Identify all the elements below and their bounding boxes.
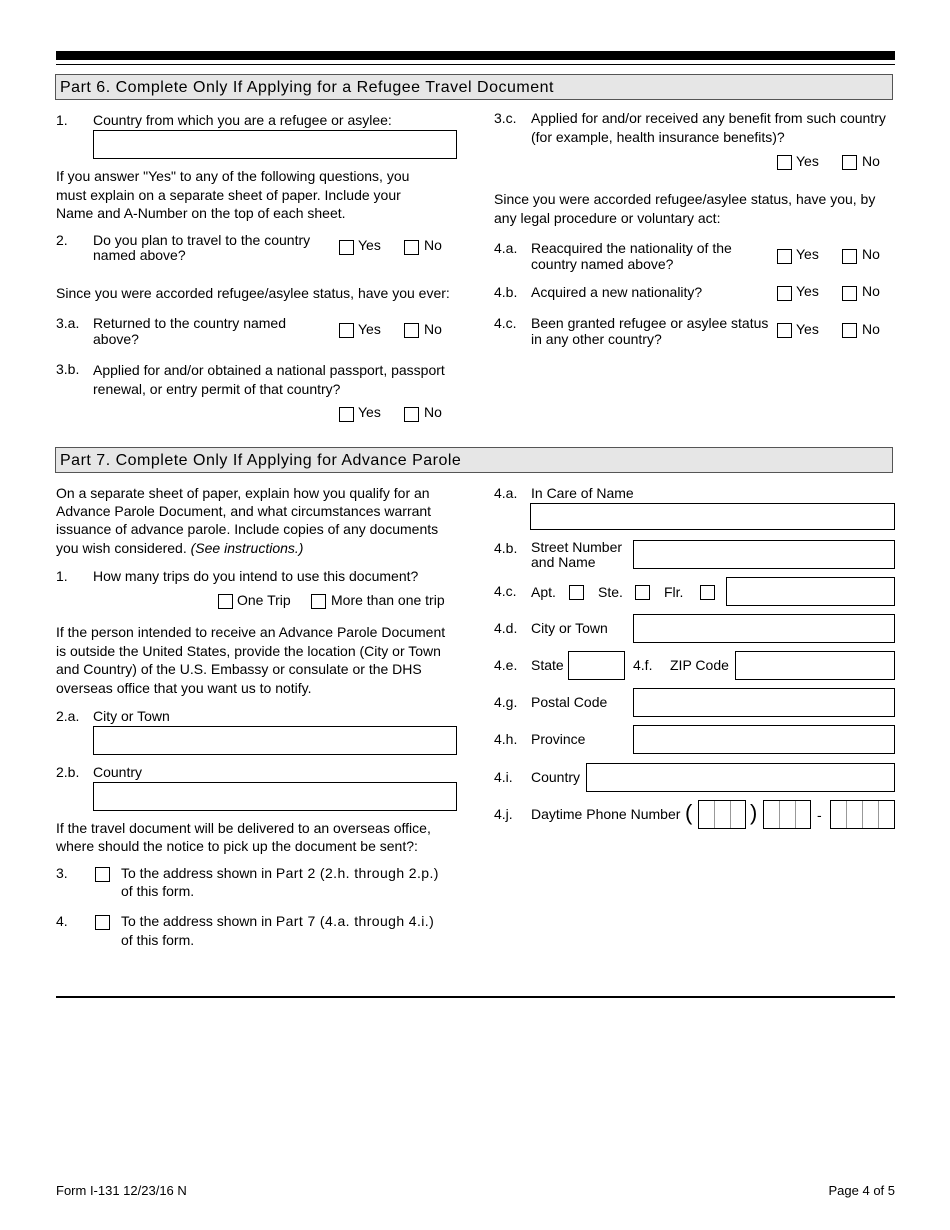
part6-header: Part 6. Complete Only If Applying for a Refugee Travel Document <box>55 74 893 100</box>
bottom-rule <box>56 996 895 998</box>
intro-line-1: On a separate sheet of paper, explain how you qualify for an <box>56 485 430 501</box>
instruction-line-1: If you answer "Yes" to any of the following questions, you <box>56 168 410 184</box>
form-id: Form I-131 12/23/16 N <box>56 1183 187 1198</box>
embassy-city-input[interactable] <box>93 726 457 755</box>
address-part2-text: To the address shown in <box>121 865 276 881</box>
more-trips-label: More than one trip <box>331 592 445 608</box>
one-trip-label: One Trip <box>237 592 291 608</box>
apt-number-input[interactable] <box>726 577 895 606</box>
apt-checkbox[interactable] <box>569 585 584 600</box>
q4h-label: Province <box>531 731 586 747</box>
q2b-number: 2.b. <box>56 764 80 780</box>
q4a-p6-yes-label: Yes <box>796 246 819 262</box>
address-part7-checkbox[interactable] <box>95 915 110 930</box>
q4c-p6-number: 4.c. <box>494 315 517 331</box>
city-town-input[interactable] <box>633 614 895 643</box>
outside-line-4: overseas office that you want us to notify. <box>56 680 312 696</box>
q3a-number: 3.a. <box>56 315 80 331</box>
p7-q1-number: 1. <box>56 568 68 584</box>
q3b-label-line-1: Applied for and/or obtained a national passport, passport <box>93 362 445 378</box>
flr-label: Flr. <box>664 584 684 600</box>
q4a-p6-yes-checkbox[interactable] <box>777 249 792 264</box>
q2-yes-label: Yes <box>358 237 381 253</box>
q4b-label-line-2: and Name <box>531 554 596 570</box>
q3a-no-label: No <box>424 321 442 337</box>
address-part2-line-2: of this form. <box>121 883 195 899</box>
phone-dash: - <box>817 807 822 823</box>
phone-open-paren: ( <box>685 800 693 825</box>
flr-checkbox[interactable] <box>700 585 715 600</box>
refugee-country-input[interactable] <box>93 130 457 159</box>
outside-line-1: If the person intended to receive an Advance Parole Document <box>56 624 446 640</box>
since-legal-line-1: Since you were accorded refugee/asylee status, have you, by <box>494 191 876 207</box>
q4a-p6-no-label: No <box>862 246 880 262</box>
see-instructions: (See instructions.) <box>190 540 304 556</box>
q1-number: 1. <box>56 112 68 128</box>
address-part2-checkbox[interactable] <box>95 867 110 882</box>
instruction-line-2: must explain on a separate sheet of paper. Include your <box>56 187 401 203</box>
in-care-of-name-input[interactable] <box>530 503 895 530</box>
address-part7-line-1 <box>121 912 434 930</box>
digit-divider <box>878 801 879 828</box>
province-input[interactable] <box>633 725 895 754</box>
q3c-label-line-1: Applied for and/or received any benefit from such country <box>531 110 886 126</box>
q3b-yes-label: Yes <box>358 404 381 420</box>
q3a-yes-label: Yes <box>358 321 381 337</box>
q2-label-line-2: named above? <box>93 247 186 263</box>
ste-label: Ste. <box>598 584 623 600</box>
q4j-label: Daytime Phone Number <box>531 806 681 822</box>
q2a-label: City or Town <box>93 708 170 724</box>
p7-q3-number: 3. <box>56 865 68 881</box>
q4f-number: 4.f. <box>633 657 653 673</box>
q4f-label: ZIP Code <box>670 657 729 673</box>
deliver-line-2: where should the notice to pick up the document be sent?: <box>56 838 418 854</box>
p7-q1-label: How many trips do you intend to use this document? <box>93 568 419 584</box>
q3c-no-label: No <box>862 153 880 169</box>
q3c-number: 3.c. <box>494 110 517 126</box>
q4c-p6-yes-checkbox[interactable] <box>777 323 792 338</box>
one-trip-checkbox[interactable] <box>218 594 233 609</box>
address-part7-ref: Part 7 (4.a. through 4.i.) <box>275 913 435 929</box>
q3a-label-line-1: Returned to the country named <box>93 315 287 331</box>
q4c-number: 4.c. <box>494 583 517 599</box>
q3b-no-checkbox[interactable] <box>404 407 419 422</box>
address-part2-line-1 <box>121 864 439 882</box>
q4a-number: 4.a. <box>494 485 518 501</box>
q4g-label: Postal Code <box>531 694 608 710</box>
since-ever-text: Since you were accorded refugee/asylee status, have you ever: <box>56 285 450 301</box>
q2b-label: Country <box>93 764 143 780</box>
q3c-label-line-2: (for example, health insurance benefits)? <box>531 129 785 145</box>
q4c-p6-label-line-1: Been granted refugee or asylee status <box>531 315 769 331</box>
q2a-number: 2.a. <box>56 708 80 724</box>
intro-line-4-text: you wish considered. <box>56 540 187 556</box>
q3c-yes-label: Yes <box>796 153 819 169</box>
address-part2-ref: Part 2 (2.h. through 2.p.) <box>275 865 439 881</box>
q2-no-label: No <box>424 237 442 253</box>
q2-number: 2. <box>56 232 68 248</box>
digit-divider <box>862 801 863 828</box>
q4a-p6-label-line-1: Reacquired the nationality of the <box>531 240 732 256</box>
q3a-no-checkbox[interactable] <box>404 323 419 338</box>
q4b-p6-no-checkbox[interactable] <box>842 286 857 301</box>
q2-label-line-1: Do you plan to travel to the country <box>93 232 311 248</box>
q1-label: Country from which you are a refugee or asylee: <box>93 112 392 128</box>
q4a-p6-no-checkbox[interactable] <box>842 249 857 264</box>
state-select[interactable] <box>568 651 625 680</box>
q4b-p6-no-label: No <box>862 283 880 299</box>
q4a-p6-label-line-2: country named above? <box>531 256 674 272</box>
digit-divider <box>730 801 731 828</box>
address-part7-text: To the address shown in <box>121 913 276 929</box>
since-legal-line-2: any legal procedure or voluntary act: <box>494 210 721 226</box>
postal-code-input[interactable] <box>633 688 895 717</box>
apt-label: Apt. <box>531 584 556 600</box>
q3b-yes-checkbox[interactable] <box>339 407 354 422</box>
deliver-line-1: If the travel document will be delivered to an overseas office, <box>56 820 431 836</box>
street-number-name-input[interactable] <box>633 540 895 569</box>
part7-header: Part 7. Complete Only If Applying for Advance Parole <box>55 447 893 473</box>
intro-line-4 <box>56 539 303 557</box>
q3a-label-line-2: above? <box>93 331 139 347</box>
q3b-label-line-2: renewal, or entry permit of that country? <box>93 381 341 397</box>
outside-line-2: is outside the United States, provide the location (City or Town <box>56 643 441 659</box>
q3c-no-checkbox[interactable] <box>842 155 857 170</box>
top-rule-thin <box>56 64 895 65</box>
q4c-p6-label-line-2: in any other country? <box>531 331 662 347</box>
q4a-p6-number: 4.a. <box>494 240 518 256</box>
q4b-label-line-1: Street Number <box>531 539 623 555</box>
digit-divider <box>846 801 847 828</box>
q4b-p6-yes-label: Yes <box>796 283 819 299</box>
q4b-number: 4.b. <box>494 540 518 556</box>
q4c-p6-no-checkbox[interactable] <box>842 323 857 338</box>
q4i-number: 4.i. <box>494 769 513 785</box>
q4e-number: 4.e. <box>494 657 518 673</box>
country-input[interactable] <box>586 763 895 792</box>
q4c-p6-no-label: No <box>862 321 880 337</box>
zip-code-input[interactable] <box>735 651 895 680</box>
phone-close-paren: ) <box>750 800 758 825</box>
phone-area-code-input[interactable] <box>698 800 746 829</box>
phone-line-number-input[interactable] <box>830 800 895 829</box>
instruction-line-3: Name and A-Number on the top of each sheet. <box>56 205 346 221</box>
q2-no-checkbox[interactable] <box>404 240 419 255</box>
q2-yes-checkbox[interactable] <box>339 240 354 255</box>
q3b-number: 3.b. <box>56 361 80 377</box>
intro-line-3: issuance of advance parole. Include copies of any documents <box>56 521 439 537</box>
q4j-number: 4.j. <box>494 806 513 822</box>
q4c-p6-yes-label: Yes <box>796 321 819 337</box>
q4b-p6-number: 4.b. <box>494 284 518 300</box>
q3c-yes-checkbox[interactable] <box>777 155 792 170</box>
p7-q4-number: 4. <box>56 913 68 929</box>
q4g-number: 4.g. <box>494 694 518 710</box>
q4h-number: 4.h. <box>494 731 518 747</box>
q3b-no-label: No <box>424 404 442 420</box>
address-part7-line-2: of this form. <box>121 932 195 948</box>
q4d-number: 4.d. <box>494 620 518 636</box>
digit-divider <box>714 801 715 828</box>
q4e-label: State <box>531 657 564 673</box>
page-number: Page 4 of 5 <box>828 1183 895 1198</box>
more-trips-checkbox[interactable] <box>311 594 326 609</box>
intro-line-2: Advance Parole Document, and what circumstances warrant <box>56 503 432 519</box>
q4d-label: City or Town <box>531 620 608 636</box>
digit-divider <box>779 801 780 828</box>
q3a-yes-checkbox[interactable] <box>339 323 354 338</box>
top-rule <box>56 51 895 60</box>
ste-checkbox[interactable] <box>635 585 650 600</box>
q4i-label: Country <box>531 769 581 785</box>
embassy-country-input[interactable] <box>93 782 457 811</box>
outside-line-3: and Country) of the U.S. Embassy or consulate or the DHS <box>56 661 422 677</box>
q4b-p6-yes-checkbox[interactable] <box>777 286 792 301</box>
q4b-p6-label: Acquired a new nationality? <box>531 284 703 300</box>
phone-prefix-input[interactable] <box>763 800 811 829</box>
q4a-label: In Care of Name <box>531 485 634 501</box>
digit-divider <box>795 801 796 828</box>
